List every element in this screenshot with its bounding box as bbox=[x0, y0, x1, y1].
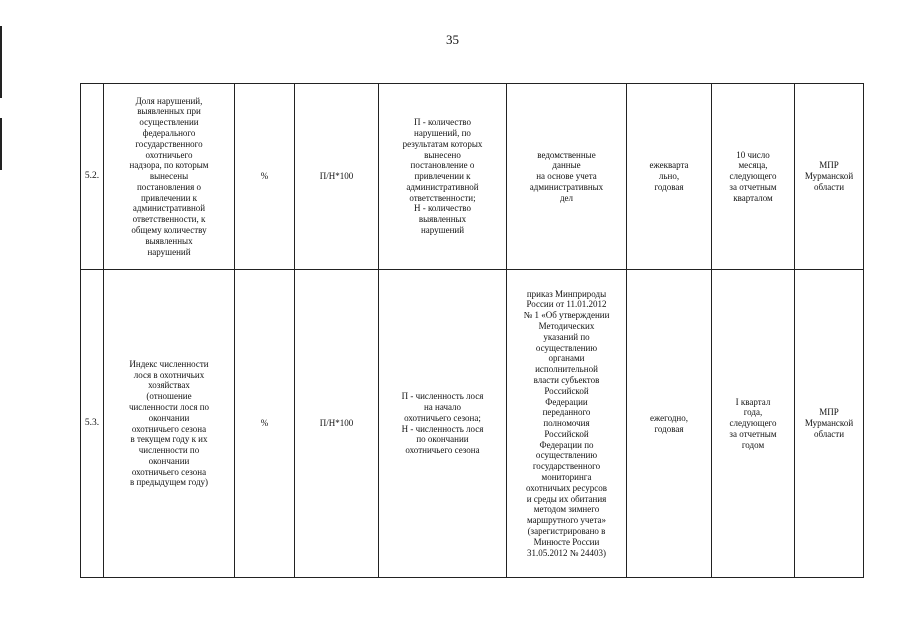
variables-cell: П - численность лося на начало охотничьего сезона; Н - численность лося по окончании охотничьего сезона bbox=[379, 270, 507, 578]
unit-cell: % bbox=[235, 270, 295, 578]
variables-cell: П - количество нарушений, по результатам которых вынесено постановление о привлечении к административной ответственности; Н - количество выявленных нарушений bbox=[379, 84, 507, 270]
frequency-cell: ежегодно, годовая bbox=[627, 270, 712, 578]
responsible-cell: МПР Мурманской области bbox=[795, 270, 864, 578]
deadline-cell: I квартал года, следующего за отчетным годом bbox=[712, 270, 795, 578]
row-number: 5.3. bbox=[81, 270, 104, 578]
scan-margin-line bbox=[0, 118, 2, 170]
source-cell: приказ Минприроды России от 11.01.2012 № 1 «Об утверждении Методических указаний по осуществлению органами исполнительной власти субъектов Российской Федерации переданного полномочия Российской Федерации по осуществлению государственного мониторинга охотничьих ресурсов и среды их обитания методом зимнего маршрутного учета» (зарегистрировано в Минюсте России 31.05.2012 № 24403) bbox=[507, 270, 627, 578]
frequency-cell: ежекварта льно, годовая bbox=[627, 84, 712, 270]
unit-cell: % bbox=[235, 84, 295, 270]
table-row bbox=[81, 270, 864, 578]
deadline-cell: 10 число месяца, следующего за отчетным кварталом bbox=[712, 84, 795, 270]
formula-cell: П/Н*100 bbox=[295, 270, 379, 578]
source-cell: ведомственные данные на основе учета административных дел bbox=[507, 84, 627, 270]
row-number: 5.2. bbox=[81, 84, 104, 270]
formula-cell: П/Н*100 bbox=[295, 84, 379, 270]
indicator-name: Доля нарушений, выявленных при осуществлении федерального государственного охотничьего надзора, по которым вынесены постановления о привлечении к административной ответственности, к общему количеству выявленных нарушений bbox=[104, 84, 235, 270]
indicators-table bbox=[80, 83, 864, 578]
indicator-name: Индекс численности лося в охотничьих хозяйствах (отношение численности лося по окончании охотничьего сезона в текущем году к их численности по окончании охотничьего сезона в предыдущем году) bbox=[104, 270, 235, 578]
table-row bbox=[81, 84, 864, 270]
responsible-cell: МПР Мурманской области bbox=[795, 84, 864, 270]
page-number: 35 bbox=[446, 32, 459, 47]
